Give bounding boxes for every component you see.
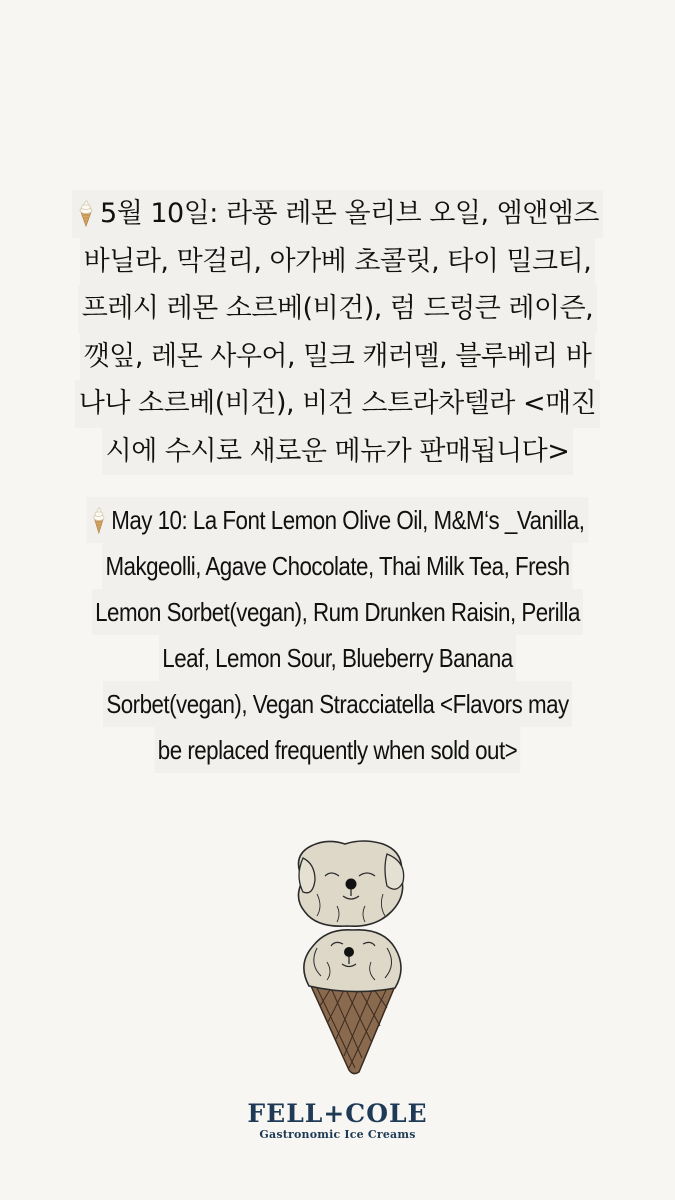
logo-subtitle: Gastronomic Ice Creams bbox=[259, 1128, 416, 1141]
korean-line-5: 나나 소르베(비건), 비건 스트라차텔라 <매진 bbox=[75, 380, 601, 428]
brand-logo bbox=[0, 1100, 675, 1142]
lower-dog-scoop bbox=[304, 930, 401, 992]
soft-ice-cream-icon bbox=[76, 199, 96, 227]
english-line-6: be replaced frequently when sold out> bbox=[154, 727, 520, 773]
english-line-2: Makgeolli, Agave Chocolate, Thai Milk Tea, Fresh bbox=[102, 543, 573, 589]
korean-line-6: 시에 수시로 새로운 메뉴가 판매됩니다> bbox=[102, 428, 574, 476]
soft-ice-cream-icon bbox=[91, 506, 108, 534]
korean-line-3: 프레시 레몬 소르베(비건), 럼 드렁큰 레이즌, bbox=[78, 285, 598, 333]
english-line-3: Lemon Sorbet(vegan), Rum Drunken Raisin, Perilla bbox=[92, 589, 584, 635]
upper-dog-scoop bbox=[298, 841, 403, 926]
korean-line-2: 바닐라, 막걸리, 아가베 초콜릿, 타이 밀크티, bbox=[80, 238, 596, 286]
dog-ice-cream-cone-illustration bbox=[287, 836, 419, 1076]
logo-title: FELL+COLE bbox=[247, 1099, 428, 1128]
waffle-cone bbox=[311, 986, 395, 1074]
english-line-4: Leaf, Lemon Sour, Blueberry Banana bbox=[159, 635, 516, 681]
korean-line-4: 깻잎, 레몬 사우어, 밀크 캐러멜, 블루베리 바 bbox=[80, 333, 596, 381]
english-line-1: May 10: La Font Lemon Olive Oil, M&M‘s _Vanilla, bbox=[87, 497, 588, 543]
english-menu-text bbox=[47, 497, 628, 773]
english-line-5: Sorbet(vegan), Vegan Stracciatella <Flavors may bbox=[103, 681, 572, 727]
korean-menu-text bbox=[40, 190, 635, 475]
korean-line-1: 5월 10일: 라퐁 레몬 올리브 오일, 엠앤엠즈 bbox=[72, 190, 603, 238]
